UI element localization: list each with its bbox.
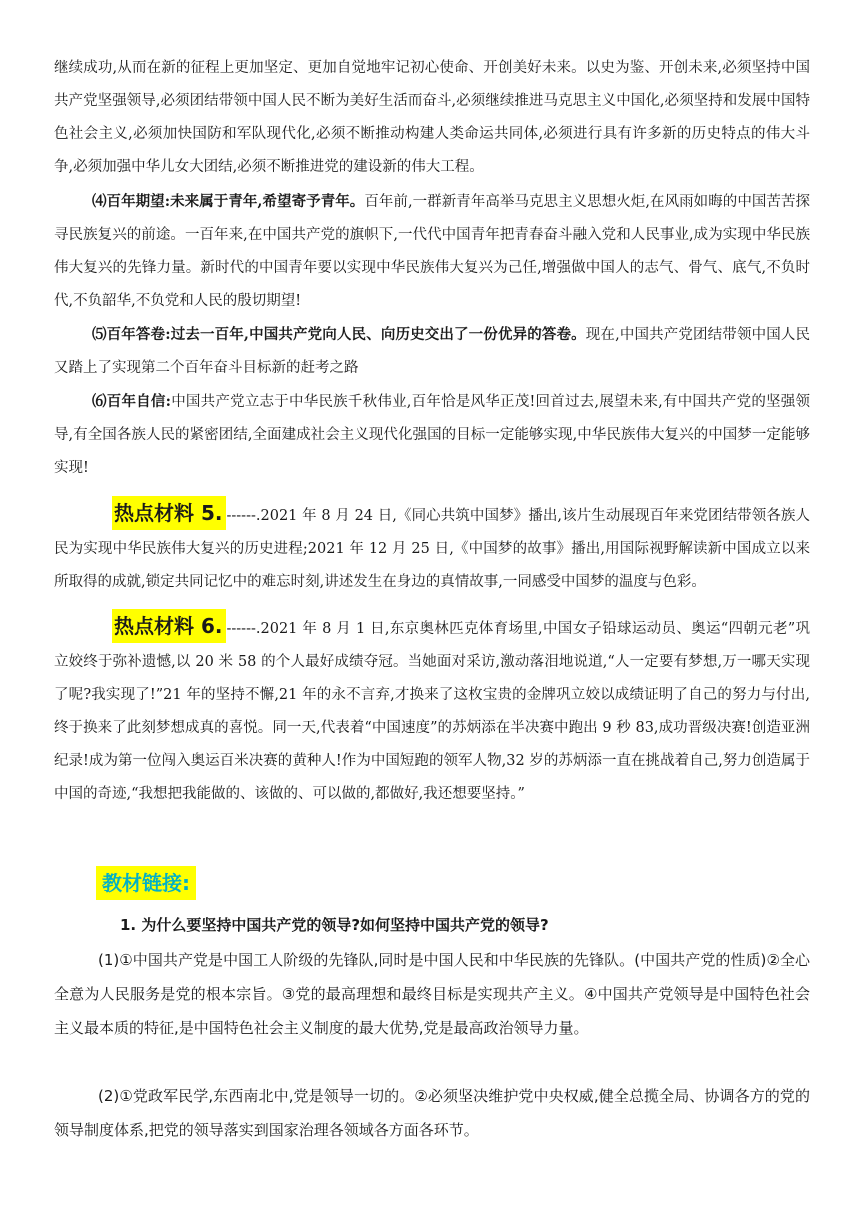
textbook-answer-1: (1)①中国共产党是中国工人阶级的先锋队,同时是中国人民和中华民族的先锋队。(中国共产党的性质)②全心全意为人民服务是党的根本宗旨。③党的最高理想和最终目标是实现共产主义。④中国共产党领导是中国特色社会主义最本质的特征,是中国特色社会主义制度的最大优势,党是最高政治领导力量。 — [54, 951, 810, 1037]
textbook-question: 1. 为什么要坚持中国共产党的领导?如何坚持中国共产党的领导? — [120, 916, 549, 934]
paragraph-confidence-lead: ⑹百年自信: — [92, 393, 171, 410]
hot-material-6 — [54, 609, 810, 811]
hot-material-6-tag: 热点材料 6. — [112, 609, 226, 643]
hot-material-5-dash: ------. — [226, 508, 261, 524]
hot-material-6-dash: ------. — [226, 621, 261, 637]
textbook-link-heading: 教材链接: — [96, 866, 196, 900]
hot-material-5 — [54, 496, 810, 599]
paragraph-answer — [54, 318, 810, 385]
hot-material-5-tag: 热点材料 5. — [112, 496, 226, 530]
paragraph-hope-lead: ⑷百年期望:未来属于青年,希望寄予青年。 — [92, 193, 365, 210]
paragraph-continuation: 继续成功,从而在新的征程上更加坚定、更加自觉地牢记初心使命、开创美好未来。以史为鉴、开创未来,必须坚持中国共产党坚强领导,必须团结带领中国人民不断为美好生活而奋斗,必须继续推进马克思主义中国化,必须坚持和发展中国特色社会主义,必须加快国防和军队现代化,必须不断推动构建人类命运共同体,必须进行具有许多新的历史特点的伟大斗争,必须加强中华儿女大团结,必须不断推进党的建设新的伟大工程。 — [54, 60, 810, 175]
paragraph-hope — [54, 185, 810, 318]
hot-material-5-body: 2021 年 8 月 24 日,《同心共筑中国梦》播出,该片生动展现百年来党团结带领各族人民为实现中华民族伟大复兴的历史进程;2021 年 12 月 25 日,《中国梦的故事》播出,用国际视野解读新中国成立以来所取得的成就,锁定共同记忆中的难忘时刻,讲述发生在身边的真情故事,一同感受中国梦的温度与色彩。 — [54, 508, 810, 590]
paragraph-answer-body: 现在,中国共产党团结带领中国人民又踏上了实现第二个百年奋斗目标新的赶考之路 — [54, 327, 811, 376]
paragraph-answer-lead: ⑸百年答卷:过去一百年,中国共产党向人民、向历史交出了一份优异的答卷。 — [92, 326, 586, 343]
paragraph-confidence — [54, 385, 810, 485]
hot-material-6-body: 2021 年 8 月 1 日,东京奥林匹克体育场里,中国女子铅球运动员、奥运“四朝元老”巩立姣终于弥补遗憾,以 20 米 58 的个人最好成绩夺冠。当她面对采访,激动落泪地说道,“人一定要有梦想,万一哪天实现了呢?我实现了!”21 年的坚持不懈,21 年的永不言弃,才换来了这枚宝贵的金牌巩立姣以成绩证明了自己的努力与付出,终于换来了此刻梦想成真的喜悦。同一天,代表着“中国速度”的苏炳添在半决赛中跑出 9 秒 83,成功晋级决赛!创造亚洲纪录!成为第一位闯入奥运百米决赛的黄种人!作为中国短跑的领军人物,32 岁的苏炳添一直在挑战着自己,努力创造属于中国的奇迹,“我想把我能做的、该做的、可以做的,都做好,我还想要坚持。” — [54, 621, 810, 802]
paragraph-hope-body: 百年前,一群新青年高举马克思主义思想火炬,在风雨如晦的中国苦苦探寻民族复兴的前途。一百年来,在中国共产党的旗帜下,一代代中国青年把青春奋斗融入党和人民事业,成为实现中华民族伟大复兴的先锋力量。新时代的中国青年要以实现中华民族伟大复兴为己任,增强做中国人的志气、骨气、底气,不负时代,不负韶华,不负党和人民的殷切期望! — [54, 194, 811, 309]
paragraph-confidence-body: 中国共产党立志于中华民族千秋伟业,百年恰是风华正茂!回首过去,展望未来,有中国共产党的坚强领导,有全国各族人民的紧密团结,全面建成社会主义现代化强国的目标一定能够实现,中华民族伟大复兴的中国梦一定能够实现! — [54, 394, 810, 476]
textbook-answer-2: (2)①党政军民学,东西南北中,党是领导一切的。②必须坚决维护党中央权威,健全总揽全局、协调各方的党的领导制度体系,把党的领导落实到国家治理各领域各方面各环节。 — [54, 1087, 810, 1139]
